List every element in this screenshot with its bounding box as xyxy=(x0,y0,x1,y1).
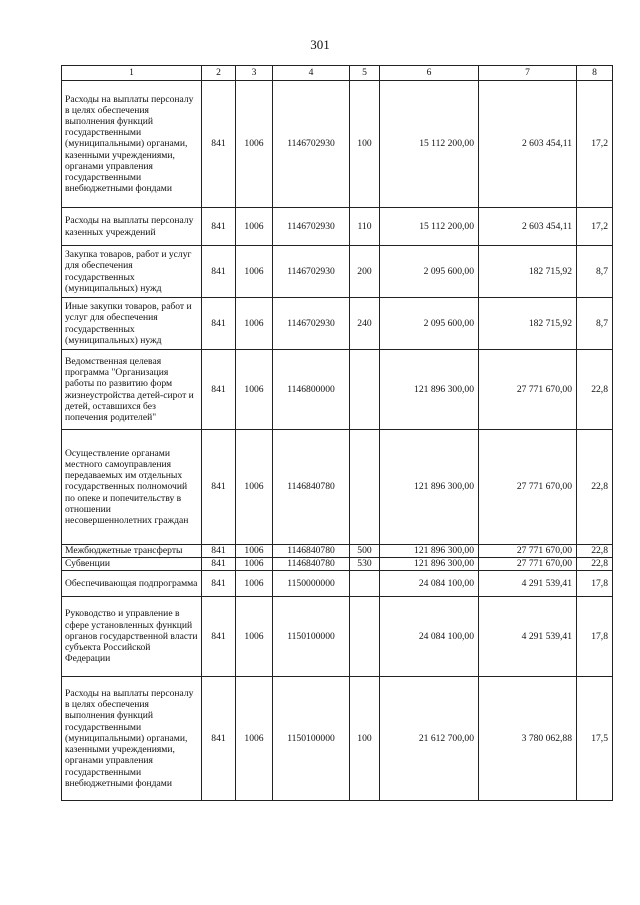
page-number: 301 xyxy=(310,37,330,52)
cell-code-admin: 841 xyxy=(202,298,236,350)
column-header: 2 xyxy=(202,66,236,81)
cell-code-section: 1006 xyxy=(236,208,273,246)
cell-percent: 17,2 xyxy=(577,208,613,246)
cell-code-section: 1006 xyxy=(236,298,273,350)
row-label: Иные закупки товаров, работ и услуг для обеспечения государственных (муниципальных) нужд xyxy=(62,298,202,350)
row-label: Расходы на выплаты персоналу в целях обеспечения выполнения функций государственными (муниципальными) органами, казенными учреждениями, органами управления государственными внебюджетными фондами xyxy=(62,677,202,801)
column-header: 3 xyxy=(236,66,273,81)
cell-code-expense xyxy=(350,350,380,430)
table-row xyxy=(62,350,613,430)
table-row xyxy=(62,430,613,545)
column-header: 5 xyxy=(350,66,380,81)
cell-executed: 2 603 454,11 xyxy=(479,81,577,208)
row-label: Ведомственная целевая программа "Организация работы по развитию форм жизнеустройства детей-сирот и детей, оставшихся без попечения родителей" xyxy=(62,350,202,430)
table-row xyxy=(62,246,613,298)
cell-code-section: 1006 xyxy=(236,558,273,571)
table-row xyxy=(62,677,613,801)
cell-executed: 4 291 539,41 xyxy=(479,571,577,597)
cell-code-expense: 110 xyxy=(350,208,380,246)
cell-percent: 22,8 xyxy=(577,350,613,430)
cell-code-section: 1006 xyxy=(236,677,273,801)
cell-percent: 22,8 xyxy=(577,430,613,545)
row-label: Обеспечивающая подпрограмма xyxy=(62,571,202,597)
table-row xyxy=(62,208,613,246)
cell-percent: 17,8 xyxy=(577,571,613,597)
cell-percent: 17,5 xyxy=(577,677,613,801)
cell-planned: 121 896 300,00 xyxy=(380,430,479,545)
cell-executed: 2 603 454,11 xyxy=(479,208,577,246)
cell-executed: 3 780 062,88 xyxy=(479,677,577,801)
cell-code-target: 1146800000 xyxy=(273,350,350,430)
cell-code-admin: 841 xyxy=(202,597,236,677)
cell-code-admin: 841 xyxy=(202,246,236,298)
cell-code-admin: 841 xyxy=(202,558,236,571)
cell-code-admin: 841 xyxy=(202,571,236,597)
cell-code-target: 1150100000 xyxy=(273,597,350,677)
cell-percent: 22,8 xyxy=(577,558,613,571)
row-label: Расходы на выплаты персоналу в целях обеспечения выполнения функций государственными (муниципальными) органами, казенными учреждениями, органами управления государственными внебюджетными фондами xyxy=(62,81,202,208)
cell-code-target: 1150100000 xyxy=(273,677,350,801)
cell-code-admin: 841 xyxy=(202,545,236,558)
cell-planned: 2 095 600,00 xyxy=(380,246,479,298)
row-label: Осуществление органами местного самоуправления передаваемых им отдельных государственных полномочий по опеке и попечительству в отношении несовершеннолетних граждан xyxy=(62,430,202,545)
cell-code-target: 1146702930 xyxy=(273,246,350,298)
cell-code-expense: 200 xyxy=(350,246,380,298)
cell-planned: 2 095 600,00 xyxy=(380,298,479,350)
cell-planned: 21 612 700,00 xyxy=(380,677,479,801)
cell-planned: 121 896 300,00 xyxy=(380,350,479,430)
cell-code-expense: 240 xyxy=(350,298,380,350)
cell-code-expense: 530 xyxy=(350,558,380,571)
cell-executed: 4 291 539,41 xyxy=(479,597,577,677)
cell-code-expense: 100 xyxy=(350,677,380,801)
cell-code-admin: 841 xyxy=(202,430,236,545)
table-row xyxy=(62,298,613,350)
cell-code-expense xyxy=(350,571,380,597)
cell-executed: 182 715,92 xyxy=(479,246,577,298)
table-row xyxy=(62,81,613,208)
cell-code-section: 1006 xyxy=(236,81,273,208)
cell-code-expense xyxy=(350,597,380,677)
cell-percent: 17,2 xyxy=(577,81,613,208)
cell-code-section: 1006 xyxy=(236,350,273,430)
cell-code-target: 1146702930 xyxy=(273,81,350,208)
cell-code-section: 1006 xyxy=(236,545,273,558)
row-label: Расходы на выплаты персоналу казенных учреждений xyxy=(62,208,202,246)
cell-code-section: 1006 xyxy=(236,571,273,597)
cell-code-admin: 841 xyxy=(202,677,236,801)
cell-code-target: 1146840780 xyxy=(273,545,350,558)
cell-code-admin: 841 xyxy=(202,81,236,208)
cell-percent: 17,8 xyxy=(577,597,613,677)
column-header: 8 xyxy=(577,66,613,81)
column-header: 4 xyxy=(273,66,350,81)
cell-code-target: 1146840780 xyxy=(273,430,350,545)
cell-executed: 182 715,92 xyxy=(479,298,577,350)
column-header: 7 xyxy=(479,66,577,81)
column-header: 1 xyxy=(62,66,202,81)
cell-planned: 15 112 200,00 xyxy=(380,81,479,208)
cell-code-target: 1146840780 xyxy=(273,558,350,571)
cell-code-admin: 841 xyxy=(202,350,236,430)
cell-percent: 8,7 xyxy=(577,246,613,298)
cell-executed: 27 771 670,00 xyxy=(479,558,577,571)
cell-percent: 22,8 xyxy=(577,545,613,558)
row-label: Руководство и управление в сфере установленных функций органов государственной власти субъекта Российской Федерации xyxy=(62,597,202,677)
cell-code-expense: 500 xyxy=(350,545,380,558)
cell-code-admin: 841 xyxy=(202,208,236,246)
budget-table xyxy=(61,65,613,801)
cell-code-target: 1150000000 xyxy=(273,571,350,597)
table-row xyxy=(62,558,613,571)
cell-planned: 15 112 200,00 xyxy=(380,208,479,246)
row-label: Субвенции xyxy=(62,558,202,571)
cell-percent: 8,7 xyxy=(577,298,613,350)
table-row xyxy=(62,545,613,558)
cell-planned: 121 896 300,00 xyxy=(380,558,479,571)
cell-code-expense: 100 xyxy=(350,81,380,208)
row-label: Закупка товаров, работ и услуг для обеспечения государственных (муниципальных) нужд xyxy=(62,246,202,298)
cell-planned: 24 084 100,00 xyxy=(380,597,479,677)
column-header: 6 xyxy=(380,66,479,81)
cell-planned: 121 896 300,00 xyxy=(380,545,479,558)
table-row xyxy=(62,571,613,597)
cell-code-section: 1006 xyxy=(236,246,273,298)
cell-code-target: 1146702930 xyxy=(273,298,350,350)
cell-code-section: 1006 xyxy=(236,597,273,677)
table-header-row xyxy=(62,66,613,81)
cell-planned: 24 084 100,00 xyxy=(380,571,479,597)
cell-code-section: 1006 xyxy=(236,430,273,545)
cell-code-target: 1146702930 xyxy=(273,208,350,246)
cell-executed: 27 771 670,00 xyxy=(479,350,577,430)
cell-code-expense xyxy=(350,430,380,545)
cell-executed: 27 771 670,00 xyxy=(479,430,577,545)
cell-executed: 27 771 670,00 xyxy=(479,545,577,558)
table-row xyxy=(62,597,613,677)
row-label: Межбюджетные трансферты xyxy=(62,545,202,558)
